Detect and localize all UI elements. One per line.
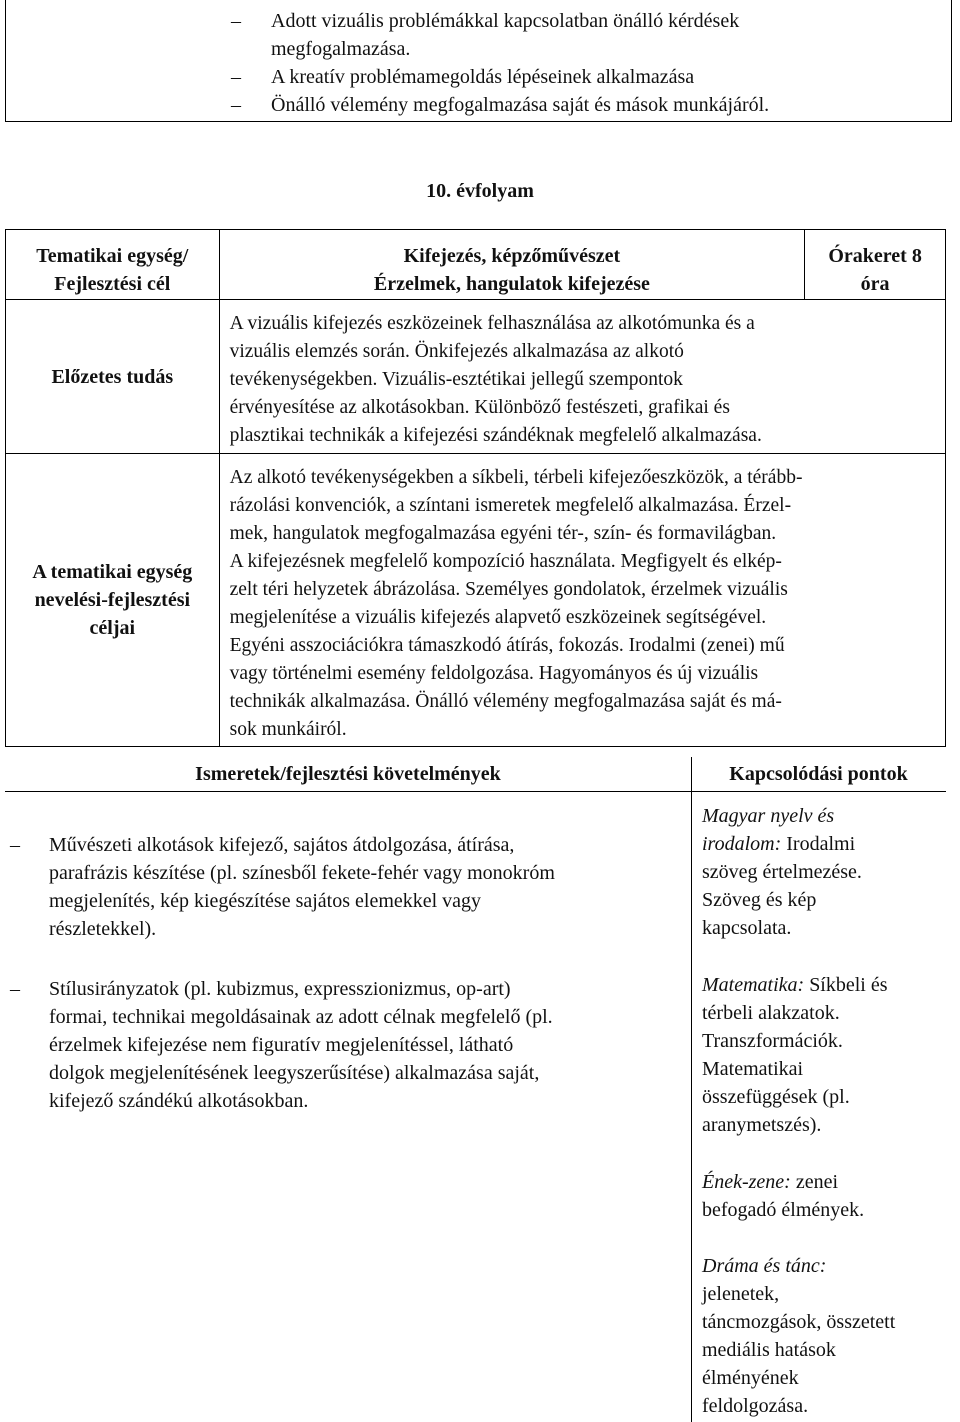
link-music: Ének-zene: zenei befogadó élmények. xyxy=(702,1171,865,1221)
prior-knowledge-text: A vizuális kifejezés eszközeinek felhasználása az alkotómunka és a vizuális elemzés során. Önkifejezés alkalmazása az alkotó tevékenységekben. Vizuális-esztétikai jellegű szempontok érvényesítése az alkotásokban. Különböző festészeti, grafikai és plasztikai technikák a kifejezési szándéknak megfelelő alkalmazása. xyxy=(219,300,945,454)
requirements-header: Ismeretek/fejlesztési követelmények xyxy=(5,757,691,792)
goals-text: Az alkotó tevékenységekben a síkbeli, térbeli kifejezőeszközök, a térább- rázolási konvenciók, a színtani ismeretek megfelelő alkalmazása. Érzel- mek, hangulatok megfogalmazása egyéni tér-, szín- és formavilágban. A kifejezésnek megfelelő kompozíció használata. Megfigyelt és elkép- zelt téri helyzetek ábrázolása. Személyes gondolatok, érzelmek vizuális megjelenítése a vizuális kifejezés alapvető eszközeinek segítségével. Egyéni asszociációkra támaszkodó átírás, fokozás. Irodalmi (zenei) mű vagy történelmi esemény feldolgozása. Hagyományos és új vizuális technikák alkalmazása. Önálló vélemény megfogalmazása saját és má- sok munkáiról. xyxy=(219,454,945,747)
dash-bullet-icon: – xyxy=(231,66,241,88)
dash-bullet-icon: – xyxy=(231,10,241,32)
unit-title-cell xyxy=(219,230,805,300)
grade-heading: 10. évfolyam xyxy=(426,180,534,202)
curriculum-table xyxy=(5,229,946,747)
link-drama: Dráma és tánc: jelenetek, táncmozgások, összetett mediális hatások élményének feldolgozása. xyxy=(702,1255,896,1417)
links-header: Kapcsolódási pontok xyxy=(691,757,946,792)
prior-knowledge-label: Előzetes tudás xyxy=(6,300,220,454)
unit-subtitle: Érzelmek, hangulatok kifejezése xyxy=(373,273,650,295)
dash-bullet-icon: – xyxy=(10,978,20,1000)
unit-label-cell: Tematikai egység/ Fejlesztési cél xyxy=(6,230,220,300)
hours-cell: Órakeret 8 óra xyxy=(805,230,946,300)
dash-bullet-icon: – xyxy=(231,94,241,116)
unit-title: Kifejezés, képzőművészet xyxy=(403,245,621,267)
goals-label: A tematikai egység nevelési-fejlesztési céljai xyxy=(6,454,220,747)
link-hungarian: Magyar nyelv és irodalom: Irodalmi szöveg értelmezése. Szöveg és kép kapcsolata. xyxy=(702,805,862,939)
link-math: Matematika: Síkbeli és térbeli alakzatok. Transzformációk. Matematikai összefüggések (pl. aranymetszés). xyxy=(702,974,888,1136)
column-divider xyxy=(691,757,692,1422)
dash-bullet-icon: – xyxy=(10,834,20,856)
